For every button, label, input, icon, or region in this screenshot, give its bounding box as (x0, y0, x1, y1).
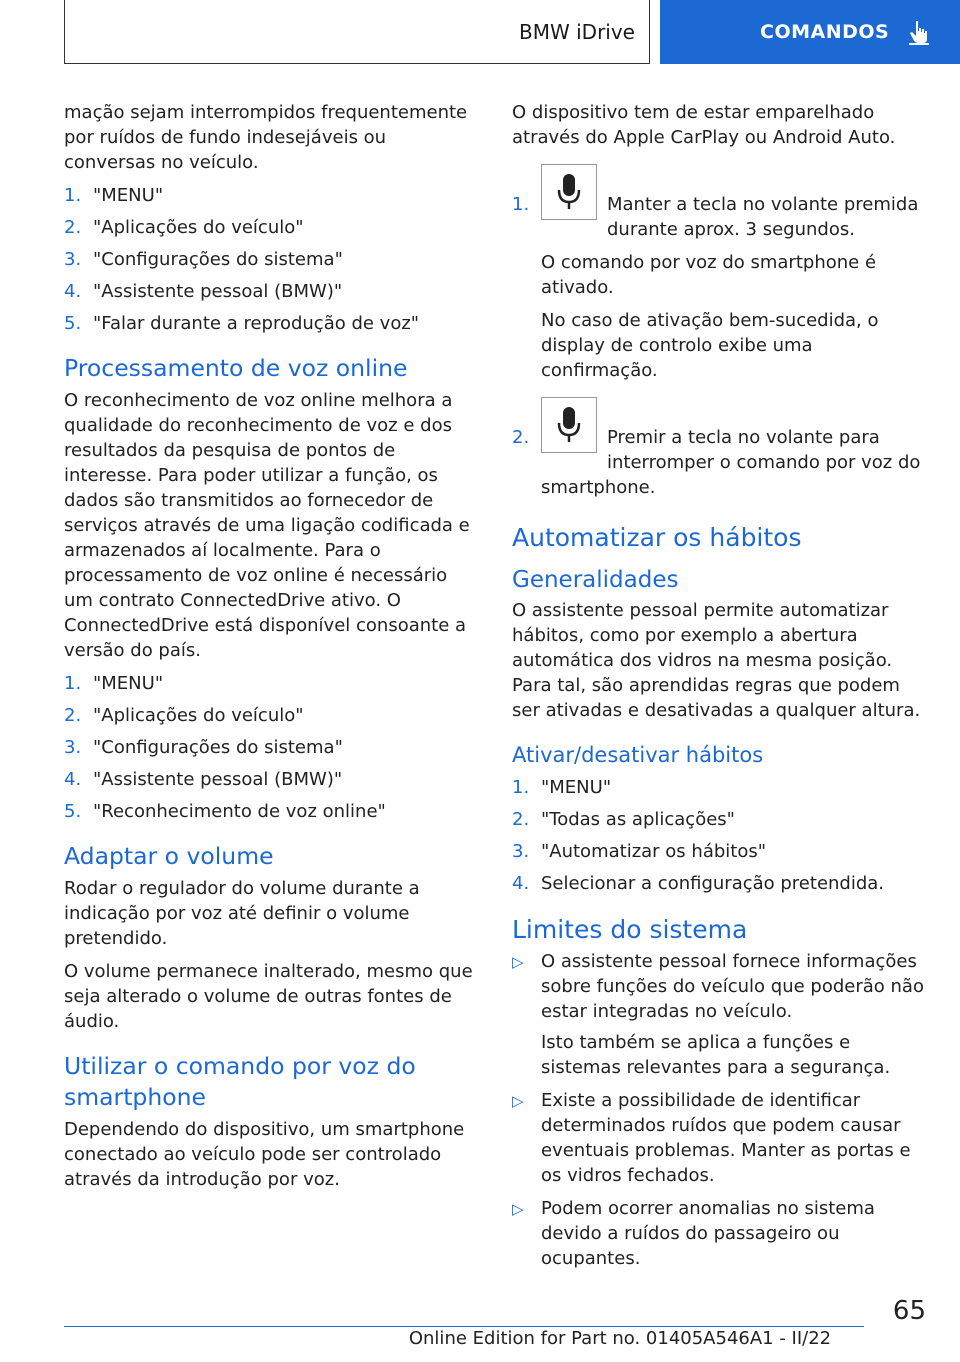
list-item: 3. "Configurações do sistema" (64, 249, 343, 270)
heading-online-voice: Processamento de voz online (64, 354, 408, 382)
page-number: 65 (892, 1296, 926, 1326)
heading-automate: Automatizar os hábitos (512, 523, 802, 552)
mic-step-2: 2. Premir a tecla no volante para interromper o comando por voz do smartphone. (512, 397, 932, 500)
list-item: ▷ Podem ocorrer anomalias no sistema devido a ruídos do passageiro ou ocupantes. (512, 1198, 875, 1269)
limits-list-2 (512, 1088, 932, 1271)
list-item: 1. "MENU" (64, 185, 164, 206)
chapter-title: COMANDOS (760, 21, 890, 43)
mic-step-1-sub-2: No caso de ativação bem-sucedida, o display de controlo exibe uma confirmação. (541, 310, 879, 381)
limits-sub-1: Isto também se aplica a funções e sistemas relevantes para a segurança. (541, 1032, 891, 1078)
limits-list (512, 949, 932, 1024)
bullet-triangle-icon: ▷ (512, 1200, 524, 1218)
microphone-icon (541, 397, 597, 453)
heading-general: Generalidades (512, 567, 679, 593)
list-item: 2. "Aplicações do veículo" (64, 705, 304, 726)
heading-limits: Limites do sistema (512, 915, 748, 944)
header-section (64, 0, 650, 64)
mic-step-1-sub-1: O comando por voz do smartphone é ativado. (541, 252, 877, 298)
online-paragraph: O reconhecimento de voz online melhora a qualidade do reconhecimento de voz e dos resultados da pesquisa de pontos de interesse. Para poder utilizar a função, os dados são transmitidos ao fornecedor de serviços através de uma ligação codificada e armazenados aí localmente. Para o processamento de voz online é necessário um contrato ConnectedDrive ativo. O ConnectedDrive está disponível consoante a versão do país. (64, 390, 470, 661)
list-item: 3. "Configurações do sistema" (64, 737, 343, 758)
bullet-triangle-icon: ▷ (512, 1092, 524, 1110)
steps-list-1 (64, 183, 480, 336)
list-item: ▷ Existe a possibilidade de identificar determinados ruídos que podem causar eventuais problemas. Manter as portas e os vidros fechados. (512, 1090, 911, 1186)
heading-smartphone: Utilizar o comando por voz do smartphone (64, 1052, 416, 1111)
mic-step-1-text: Manter a tecla no volante premida durante aprox. 3 segundos. (607, 194, 919, 240)
list-item: 1. "MENU" (512, 777, 612, 798)
heading-toggle-habits: Ativar/desativar hábitos (512, 743, 764, 767)
intro-paragraph: mação sejam interrompidos frequentemente por ruídos de fundo indesejáveis ou conversas no veículo. (64, 102, 468, 173)
steps-list-2 (64, 671, 480, 824)
left-column (64, 100, 480, 1200)
list-item: 2. "Todas as aplicações" (512, 809, 735, 830)
footer-edition: Online Edition for Part no. 01405A546A1 - II/22 (408, 1328, 832, 1349)
smartphone-paragraph: Dependendo do dispositivo, um smartphone conectado ao veículo pode ser controlado através da introdução por voz. (64, 1119, 465, 1190)
footer-divider (64, 1326, 864, 1327)
section-title: BMW iDrive (519, 19, 635, 44)
list-item: 3. "Automatizar os hábitos" (512, 841, 766, 862)
right-column (512, 100, 932, 1277)
volume-paragraph-2: O volume permanece inalterado, mesmo que seja alterado o volume de outras fontes de áudio. (64, 961, 473, 1032)
header-chapter (660, 0, 960, 64)
list-item: 4. "Assistente pessoal (BMW)" (64, 769, 343, 790)
list-item: 4. Selecionar a configuração pretendida. (512, 873, 885, 894)
bullet-triangle-icon: ▷ (512, 953, 524, 971)
general-paragraph: O assistente pessoal permite automatizar hábitos, como por exemplo a abertura automática dos vidros na mesma posição. Para tal, são aprendidas regras que podem ser ativadas e desativadas a qualquer altura. (512, 600, 921, 721)
list-item: 5. "Falar durante a reprodução de voz" (64, 313, 420, 334)
list-item: 5. "Reconhecimento de voz online" (64, 801, 386, 822)
hand-pointer-icon (909, 19, 931, 45)
steps-list-3 (512, 775, 932, 896)
mic-step-2-text: Premir a tecla no volante para interromper o comando por voz do smartphone. (541, 427, 921, 498)
microphone-icon (541, 164, 597, 220)
volume-paragraph-1: Rodar o regulador do volume durante a indicação por voz até definir o volume pretendido. (64, 878, 420, 949)
list-item: 4. "Assistente pessoal (BMW)" (64, 281, 343, 302)
heading-volume: Adaptar o volume (64, 842, 274, 870)
list-item: 1. "MENU" (64, 673, 164, 694)
list-item: 2. "Aplicações do veículo" (64, 217, 304, 238)
pairing-paragraph: O dispositivo tem de estar emparelhado através do Apple CarPlay ou Android Auto. (512, 102, 896, 148)
mic-step-1: 1. Manter a tecla no volante premida durante aprox. 3 segundos. (512, 164, 932, 242)
list-item: ▷ O assistente pessoal fornece informações sobre funções do veículo que poderão não estar integradas no veículo. (512, 951, 924, 1022)
